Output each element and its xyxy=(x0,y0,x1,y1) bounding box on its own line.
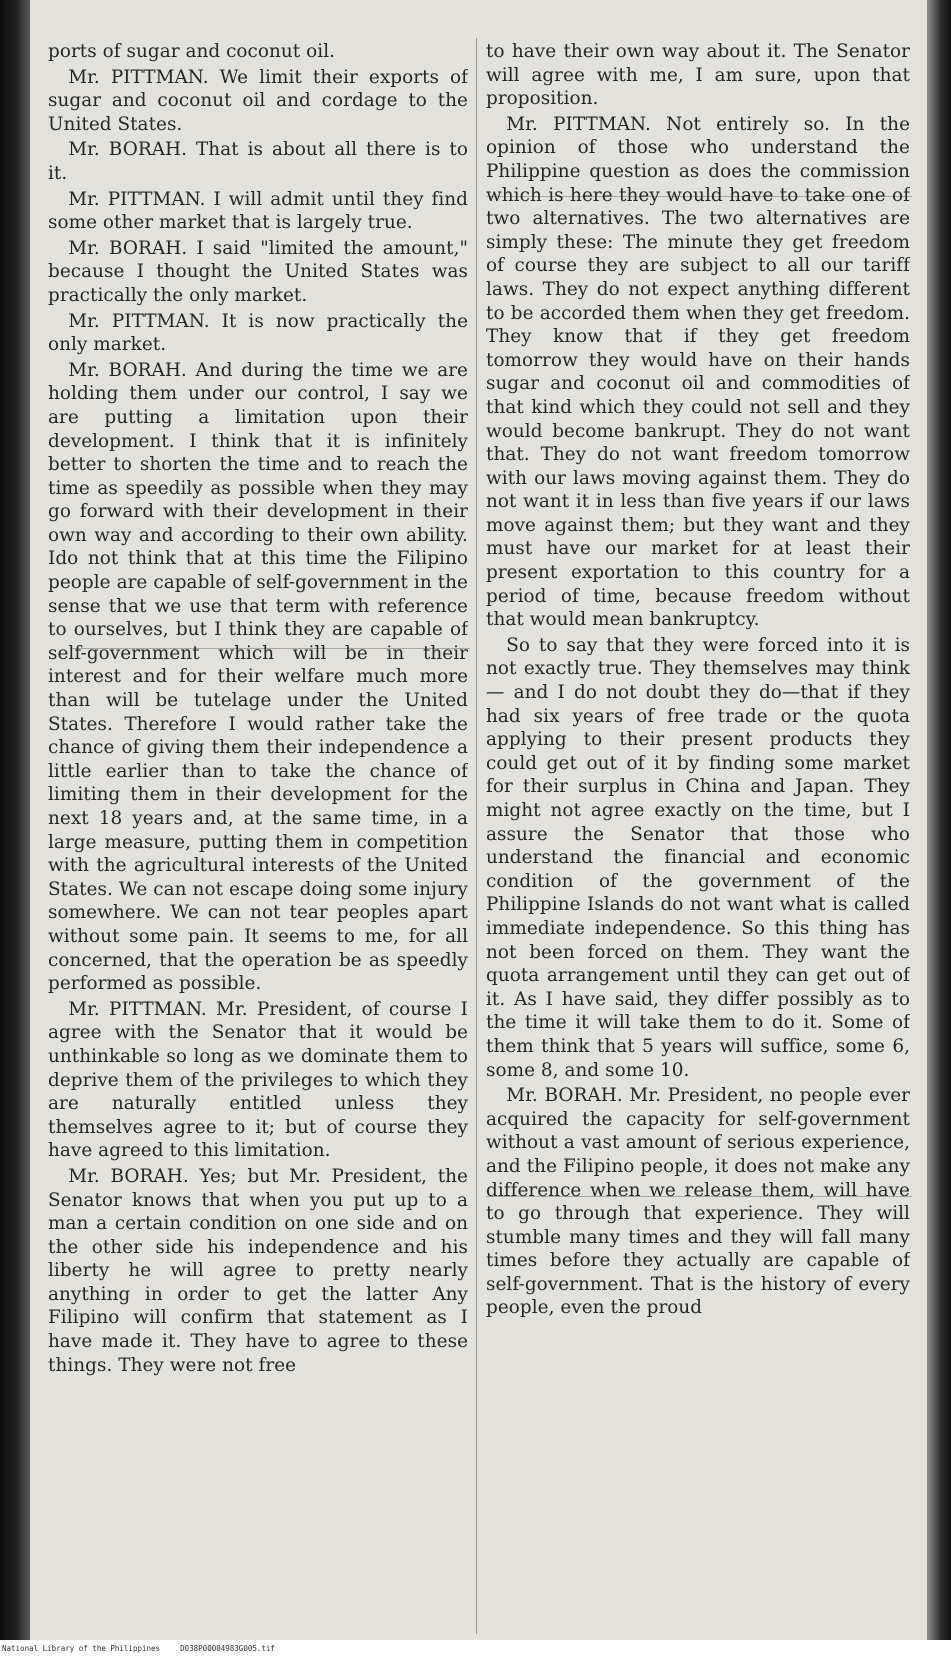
column-rule xyxy=(476,38,477,1634)
paragraph: ports of sugar and coconut oil. xyxy=(48,41,336,62)
scan-edge-left xyxy=(0,0,30,1640)
paragraph: Mr. PITTMAN. Mr. President, of course I agree with the Senator that it would be unthinkable so long as we dominate them to deprive them of the privileges to which they are naturally entitled unless they themselves agree to it; but of course they have agreed to this limitation. xyxy=(48,998,468,1162)
paragraph: Mr. BORAH. I said "limited the amount," because I thought the United States was practically the only market. xyxy=(48,237,468,306)
paragraph: Mr. PITTMAN. We limit their exports of sugar and coconut oil and cordage to the United States. xyxy=(48,66,468,135)
scan-footer xyxy=(0,1640,951,1658)
library-credit: National Library of the Philippines xyxy=(2,1644,161,1653)
paragraph: Mr. PITTMAN. I will admit until they find some other market that is largely true. xyxy=(48,188,468,234)
paragraph: to have their own way about it. The Senator will agree with me, I am sure, upon that proposition. xyxy=(486,41,910,110)
text-column-left xyxy=(48,40,468,1654)
text-column-right xyxy=(486,40,910,1654)
paragraph: Mr. PITTMAN. It is now practically the only market. xyxy=(48,310,468,356)
scan-edge-right xyxy=(927,0,951,1640)
paragraph: Mr. BORAH. That is about all there is to it. xyxy=(48,139,468,184)
file-name: D038P00004983G005.tif xyxy=(180,1644,275,1653)
paragraph: Mr. BORAH. And during the time we are holding them under our control, I say we are putting a limitation upon their development. I think that it is infinitely better to shorten the time and to reach the time as speedily as possible when they may go forward with their development in their own way and according to their own ability. Ido not think that at this time the Filipino people are capable of self-government in the sense that we use that term with reference to ourselves, but I think they are capable of self-government which will be in their interest and for their welfare much more than will be tutelage under the United States. Therefore I would rather take the chance of giving them their independence a little earlier than to take the chance of limiting them in their development for the next 18 years and, at the same time, in a large measure, putting them in competition with the agricultural interests of the United States. We can not escape doing some injury somewhere. We can not tear peoples apart without some pain. It seems to me, for all concerned, that the operation be as speedly performed as possible. xyxy=(48,359,468,995)
paragraph: Mr. BORAH. Mr. President, no people ever acquired the capacity for self-government without a vast amount of serious experience, and the Filipino people, it does not make any difference when we release them, will have to go through that experience. They will stumble many times and they will fall many times before they actually are capable of self-government. That is the history of every people, even the proud xyxy=(486,1085,910,1319)
paragraph: Mr. BORAH. Yes; but Mr. President, the Senator knows that when you put up to a man a certain condition on one side and on the other side his independence and his liberty he will agree to pretty nearly anything in order to get the latter Any Filipino will confirm that statement as I have made it. They have to agree to these things. They were not free xyxy=(48,1165,468,1376)
paragraph: Mr. PITTMAN. Not entirely so. In the opinion of those who understand the Philippine question as does the commission which is here they would have to take one of two alternatives. The two alternatives are simply these: The minute they get freedom of course they are subject to all our tariff laws. They do not expect anything different to be accorded them when they get freedom. They know that if they get freedom tomorrow they would have on their hands sugar and coconut oil and commodities of that kind which they could not sell and they would become bankrupt. They do not want that. They do not want freedom tomorrow with our laws moving against them. They do not want it in less than five years if our laws move against them; but they want and they must have our market for at least their present exportation to this country for a period of time, because freedom without that would mean bankruptcy. xyxy=(486,113,910,631)
paragraph: So to say that they were forced into it is not exactly true. They themselves may think — and I do not doubt they do—that if they had six years of free trade or the quota applying to their present products they could get out of it by finding some market for their surplus in China and Japan. They might not agree exactly on the time, but I assure the Senator that those who understand the financial and economic condition of the government of the Philippine Islands do not want what is called immediate independence. So this thing has not been forced on them. They want the quota arrangement until they can get out of it. As I have said, they differ possibly as to the time it will take them to do it. Some of them think that 5 years will suffice, some 6, some 8, and some 10. xyxy=(486,634,910,1081)
